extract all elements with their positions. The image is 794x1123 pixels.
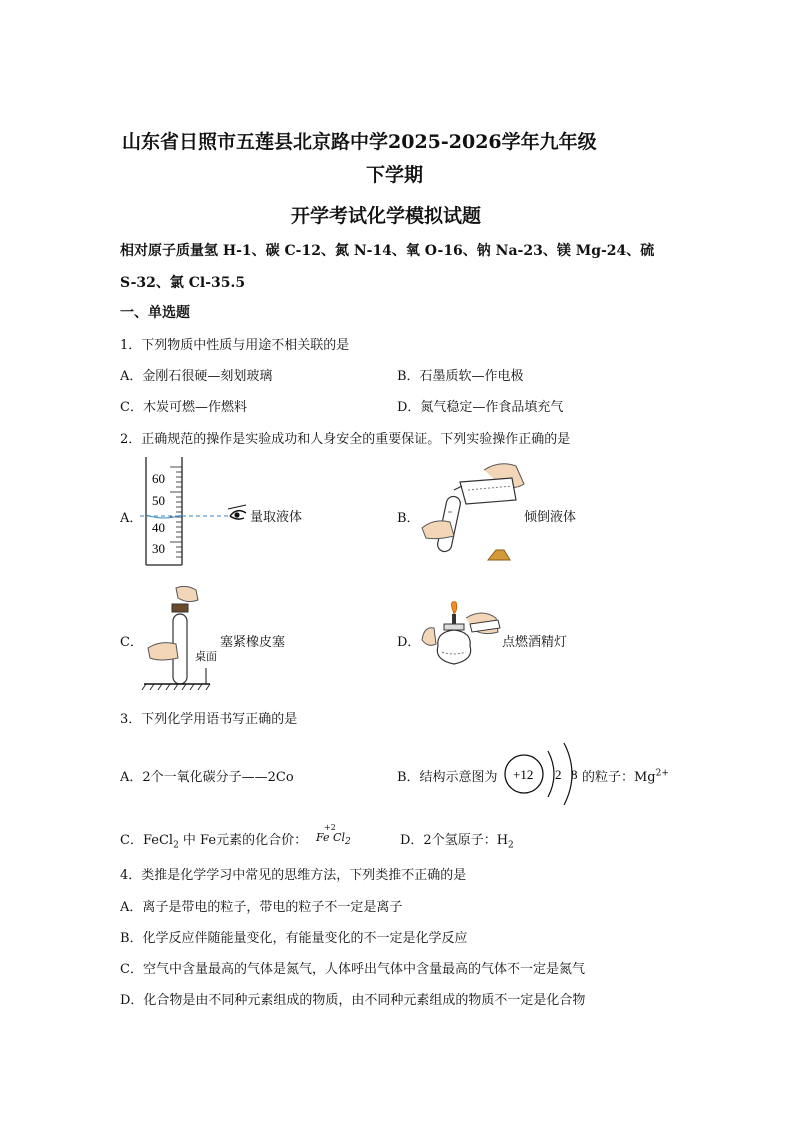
q3-option-d xyxy=(400,829,514,851)
q4-stem: 4．类推是化学学习中常见的思维方法，下列类推不正确的是 xyxy=(120,868,467,883)
q2-option-a-caption: 量取液体 xyxy=(250,510,303,525)
q1-option-b: B．石墨质软—作电极 xyxy=(397,369,524,384)
q3-option-d-sub: 2 xyxy=(508,840,514,851)
valence-formula-sub: 2 xyxy=(344,837,351,848)
valence-formula-text: Fe Cl xyxy=(316,831,345,844)
shell-1-electrons: 2 xyxy=(555,767,562,782)
q3-option-b-prefix: B．结构示意图为 xyxy=(397,770,498,785)
q4-option-b: B．化学反应伴随能量变化，有能量变化的不一定是化学反应 xyxy=(120,931,468,946)
q2-option-c-caption: 塞紧橡皮塞 xyxy=(220,635,286,650)
ion-charge: 2+ xyxy=(655,768,669,779)
q3-option-a: A．2个一氧化碳分子——2Co xyxy=(120,770,294,785)
nucleus-charge: +12 xyxy=(513,767,534,782)
cylinder-tick-40: 40 xyxy=(152,520,165,535)
alcohol-lamp-diagram xyxy=(418,600,508,680)
section-heading: 一、单选题 xyxy=(120,305,190,321)
q1-option-c: C．木炭可燃—作燃料 xyxy=(120,400,247,415)
page-title-line2: 下学期 xyxy=(366,164,424,186)
cylinder-tick-30: 30 xyxy=(152,541,165,556)
q2-option-b-letter: B． xyxy=(397,511,420,526)
q3-option-b-suffix-text: 的粒子：Mg xyxy=(582,770,656,785)
cylinder-tick-60: 60 xyxy=(152,471,165,486)
q2-option-b-caption: 倾倒液体 xyxy=(524,510,577,525)
q1-option-a: A．金刚石很硬—刻划玻璃 xyxy=(120,369,273,384)
q4-option-c: C．空气中含量最高的气体是氮气，人体呼出气体中含量最高的气体不一定是氮气 xyxy=(120,962,585,977)
table-surface-label: 桌面 xyxy=(195,650,217,663)
atomic-mass-line2: S-32、氯 Cl-35.5 xyxy=(120,275,246,291)
q3-option-c-sub: 2 xyxy=(173,840,179,851)
page-title-line1: 山东省日照市五莲县北京路中学2025-2026学年九年级 xyxy=(122,131,597,153)
valence-formula xyxy=(316,831,351,847)
q1-option-d: D．氮气稳定—作食品填充气 xyxy=(397,400,564,415)
q3-option-d-prefix: D．2个氢原子：H xyxy=(400,833,509,848)
q3-option-c-middle: 中 Fe元素的化合价： xyxy=(178,833,308,848)
q3-option-b-suffix xyxy=(582,766,669,785)
page-title-line3: 开学考试化学模拟试题 xyxy=(291,205,482,227)
q3-option-c-prefix: C．FeCl xyxy=(120,833,174,848)
valence-value: +2 xyxy=(324,823,336,832)
q3-option-c xyxy=(120,829,307,851)
q2-option-d-letter: D． xyxy=(397,635,421,650)
atomic-structure-diagram xyxy=(502,737,582,809)
q4-option-d: D．化合物是由不同种元素组成的物质，由不同种元素组成的物质不一定是化合物 xyxy=(120,993,586,1008)
atomic-mass-line1: 相对原子质量氢 H-1、碳 C-12、氮 N-14、氧 O-16、钠 Na-23、镁 Mg-24、硫 xyxy=(120,243,655,259)
pouring-liquid-diagram xyxy=(420,456,530,571)
cylinder-tick-50: 50 xyxy=(152,493,165,508)
q2-option-d-caption: 点燃酒精灯 xyxy=(502,635,568,650)
q2-stem: 2．正确规范的操作是实验成功和人身安全的重要保证。下列实验操作正确的是 xyxy=(120,432,571,447)
q2-option-a-letter: A． xyxy=(120,511,143,526)
eye-icon xyxy=(228,505,246,519)
q1-stem: 1．下列物质中性质与用途不相关联的是 xyxy=(120,338,350,353)
q3-stem: 3．下列化学用语书写正确的是 xyxy=(120,712,298,727)
q2-option-c-letter: C． xyxy=(120,635,143,650)
shell-2-electrons: 8 xyxy=(571,767,578,782)
q4-option-a: A．离子是带电的粒子，带电的粒子不一定是离子 xyxy=(120,900,403,915)
